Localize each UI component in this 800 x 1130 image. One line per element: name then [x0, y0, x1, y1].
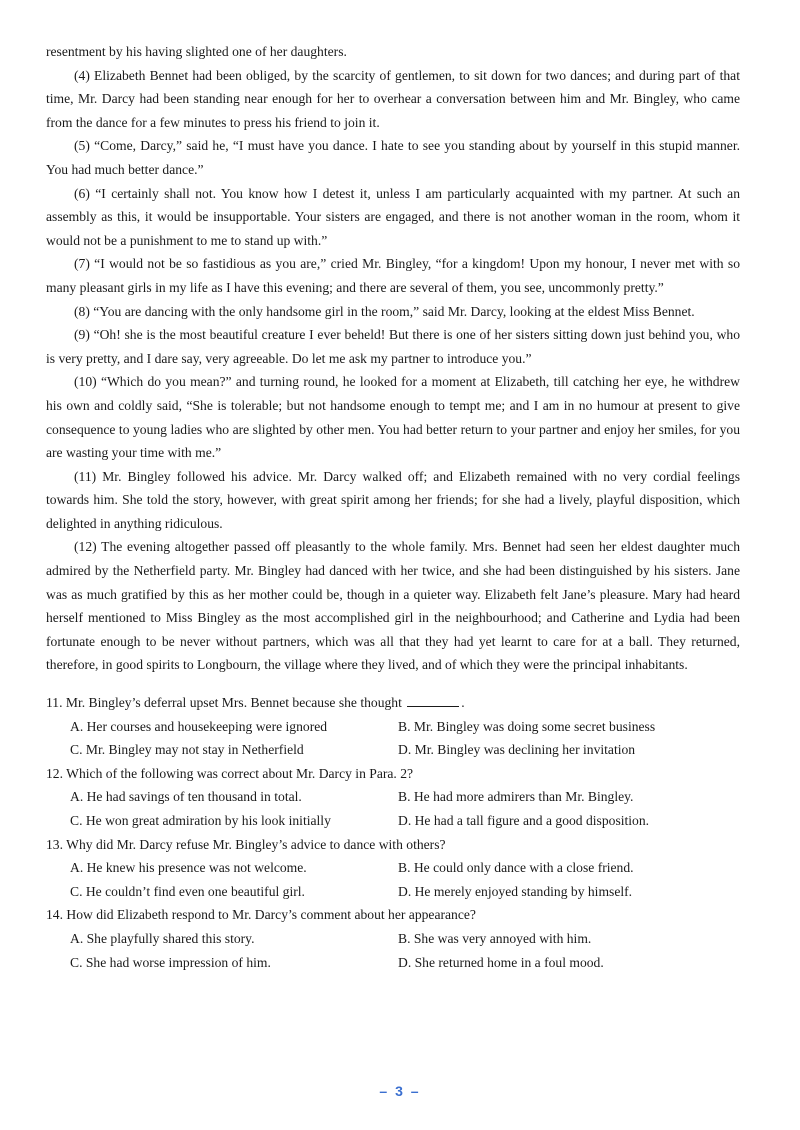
option-b: B. Mr. Bingley was doing some secret business	[398, 718, 656, 734]
option-b: B. She was very annoyed with him.	[398, 930, 592, 946]
option-d: D. Mr. Bingley was declining her invitation	[398, 742, 636, 758]
option-b: B. He could only dance with a close friend.	[398, 860, 634, 876]
option-row	[46, 715, 740, 739]
option-c: C. He won great admiration by his look initially	[70, 813, 331, 828]
option-a: A. He had savings of ten thousand in total.	[70, 789, 302, 805]
paragraph: (8) “You are dancing with the only handsome girl in the room,” said Mr. Darcy, looking at the eldest Miss Bennet.	[74, 303, 695, 319]
option-row	[46, 927, 740, 951]
paragraph: resentment by his having slighted one of her daughters.	[46, 44, 347, 59]
option-c: C. Mr. Bingley may not stay in Netherfield	[70, 742, 304, 758]
option-row	[46, 951, 740, 975]
paragraph: (9) “Oh! she is the most beautiful creature I ever beheld! But there is one of her sisters sitting down just behind you, who is very pretty, and I dare say, very agreeable. Do let me ask my partner to introduce you.”	[46, 327, 740, 366]
option-c: C. She had worse impression of him.	[70, 954, 271, 970]
question-13	[46, 833, 740, 904]
question-stem: 11. Mr. Bingley’s deferral upset Mrs. Bennet because she thought .	[46, 691, 740, 715]
option-a: A. He knew his presence was not welcome.	[70, 860, 307, 876]
answer-blank	[407, 692, 459, 707]
page-number: – 3 –	[379, 1083, 421, 1099]
question-11	[46, 691, 740, 762]
question-stem: 12. Which of the following was correct about Mr. Darcy in Para. 2?	[46, 765, 414, 781]
option-c: C. He couldn’t find even one beautiful girl.	[70, 883, 305, 899]
option-d: D. He merely enjoyed standing by himself.	[398, 883, 633, 899]
option-d: D. She returned home in a foul mood.	[398, 954, 604, 970]
paragraph: (6) “I certainly shall not. You know how I detest it, unless I am particularly acquainted with my partner. At such an assembly as this, it would be insupportable. Your sisters are engaged, and there is not another woman in the room, whom it would not be a punishment to me to stand up with.”	[46, 185, 740, 248]
paragraph: (12) The evening altogether passed off pleasantly to the whole family. Mrs. Bennet had seen her eldest daughter much admired by the Netherfield party. Mr. Bingley had danced with her twice, and she had been distinguished by his sisters. Jane was as much gratified by this as her mother could be, though in a quieter way. Elizabeth felt Jane’s pleasure. Mary had heard herself mentioned to Miss Bingley as the most accomplished girl in the neighbourhood; and Catherine and Lydia had been fortunate enough to be never without partners, which was all that they had yet learnt to care for at a ball. They returned, therefore, in good spirits to Longbourn, the village where they lived, and of which they were the principal inhabitants.	[46, 539, 740, 673]
paragraph: (7) “I would not be so fastidious as you are,” cried Mr. Bingley, “for a kingdom! Upon my honour, I never met with so many pleasant girls in my life as I have this evening; and there are several of them, you see, uncommonly pretty.”	[46, 256, 740, 295]
option-d: D. He had a tall figure and a good disposition.	[398, 813, 650, 828]
option-row	[46, 880, 740, 904]
option-row	[46, 785, 740, 809]
question-stem: 14. How did Elizabeth respond to Mr. Darcy’s comment about her appearance?	[46, 907, 476, 923]
option-row	[46, 856, 740, 880]
paragraph: (4) Elizabeth Bennet had been obliged, by the scarcity of gentlemen, to sit down for two dances; and during part of that time, Mr. Darcy had been standing near enough for her to overhear a conversation between him and Mr. Bingley, who came from the dance for a few minutes to press his friend to join it.	[46, 67, 740, 130]
paragraph: (10) “Which do you mean?” and turning round, he looked for a moment at Elizabeth, till catching her eye, he withdrew his own and coldly said, “She is tolerable; but not handsome enough to tempt me; and I am in no humour at present to give consequence to young ladies who are slighted by other men. You had better return to your partner and enjoy her smiles, for you are wasting your time with me.”	[46, 374, 740, 461]
paragraph: (11) Mr. Bingley followed his advice. Mr. Darcy walked off; and Elizabeth remained with no very cordial feelings towards him. She told the story, however, with great spirit among her friends; for she had a lively, playful disposition, which delighted in anything ridiculous.	[46, 468, 740, 531]
question-list	[46, 691, 740, 974]
paragraph: (5) “Come, Darcy,” said he, “I must have you dance. I hate to see you standing about by yourself in this stupid manner. You had much better dance.”	[46, 138, 740, 177]
question-14	[46, 903, 740, 974]
option-a: A. She playfully shared this story.	[70, 930, 255, 946]
question-stem: 13. Why did Mr. Darcy refuse Mr. Bingley’s advice to dance with others?	[46, 836, 446, 852]
option-row	[46, 809, 740, 833]
option-b: B. He had more admirers than Mr. Bingley.	[398, 789, 634, 805]
option-row	[46, 738, 740, 762]
document-page	[46, 40, 740, 974]
passage	[46, 40, 740, 677]
option-a: A. Her courses and housekeeping were ignored	[70, 718, 328, 734]
question-12	[46, 762, 740, 833]
